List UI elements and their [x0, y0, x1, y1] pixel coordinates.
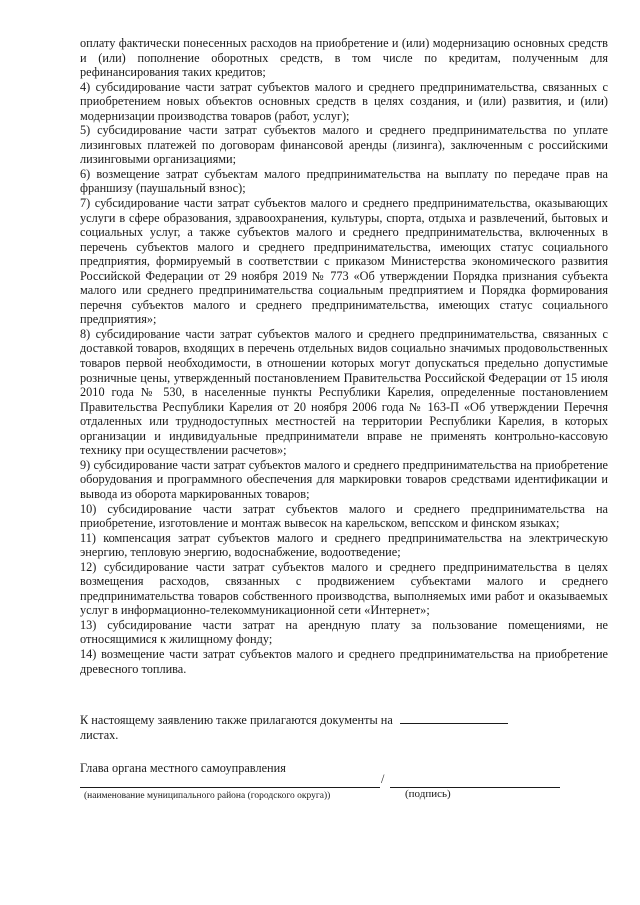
- paragraph-item-6: 6) возмещение затрат субъектам малого предпринимательства на выплату по передаче прав на франшизу (паушальный взнос);: [80, 166, 608, 196]
- paragraph-item-14: 14) возмещение части затрат субъектов малого и среднего предпринимательства на приобретение древесного топлива.: [80, 646, 608, 676]
- signature-separator: /: [381, 772, 385, 786]
- paragraph-item-10: 10) субсидирование части затрат субъектов малого и среднего предпринимательства на приобретение, изготовление и монтаж вывесок на карельском, вепсском и финском языках;: [80, 501, 608, 531]
- paragraph-item-9: 9) субсидирование части затрат субъектов малого и среднего предпринимательства на приобретение оборудования и программного обеспечения для маркировки товаров средствами идентификации и вывода из оборота маркированных товаров;: [80, 457, 608, 501]
- attachments-line: [80, 712, 608, 728]
- attachments-count-blank: [400, 712, 508, 724]
- municipality-name-line: [80, 786, 380, 788]
- attachments-text: К настоящему заявлению также прилагаются документы на: [80, 713, 393, 727]
- paragraph-item-7: 7) субсидирование части затрат субъектов малого и среднего предпринимательства, оказывающих услуги в сфере образования, здравоохранения, культуры, спорта, отдыха и развлечений, бытовых и социальных услуг, а также субъектов малого и среднего предпринимательства, включенных в перечень субъектов малого и среднего предпринимательства, имеющих статус социального предприятия, формируемый в соответствии с приказом Министерства экономического развития Российской Федерации от 29 ноября 2019 № 773 «Об утверждении Порядка признания субъекта малого или среднего предпринимательства социальным предприятием и Порядка формирования перечня субъектов малого и среднего предпринимательства, имеющих статус социального предприятия»;: [80, 196, 608, 327]
- paragraph-item-5: 5) субсидирование части затрат субъектов малого и среднего предпринимательства по уплате лизинговых платежей по договорам финансовой аренды (лизинга), заключенным с российскими лизинговыми организациями;: [80, 123, 608, 167]
- paragraph-item-8: 8) субсидирование части затрат субъектов малого и среднего предпринимательства, связанных с доставкой товаров, входящих в перечень отдельных видов социально значимых продовольственных товаров первой необходимости, в отношении которых могут допускаться предельно допустимые розничные цены, утвержденный постановлением Правительства Российской Федерации от 15 июля 2010 года № 530, в населенные пункты Республики Карелия, определенные постановлением Правительства Республики Карелия от 20 ноября 2006 года № 163-П «Об утверждении Перечня отдаленных или труднодоступных местностей на территории Республики Карелия, в которых организации и индивидуальные предприниматели вправе не применять контрольно-кассовую технику при осуществлении расчетов»;: [80, 326, 608, 458]
- signature-caption: (подпись): [405, 788, 451, 800]
- attachments-block: [80, 712, 608, 743]
- municipality-caption: (наименование муниципального района (городского округа)): [84, 791, 331, 801]
- document-body: [80, 36, 608, 676]
- paragraph-item-4: 4) субсидирование части затрат субъектов малого и среднего предпринимательства, связанных с приобретением новых объектов основных средств в целях создания, и (или) развития, и (или) модернизации производства товаров (работ, услуг);: [80, 79, 608, 123]
- paragraph-continuation: оплату фактически понесенных расходов на приобретение и (или) модернизацию основных средств и (или) пополнение оборотных средств, в том числе по кредитам, полученным для рефинансирования таких кредитов;: [80, 36, 608, 80]
- paragraph-item-13: 13) субсидирование части затрат на арендную плату за пользование помещениями, не относящимися к жилищному фонду;: [80, 617, 608, 647]
- head-label: Глава органа местного самоуправления: [80, 761, 286, 775]
- paragraph-item-11: 11) компенсация затрат субъектов малого и среднего предпринимательства на электрическую энергию, тепловую энергию, водоснабжение, водоотведение;: [80, 530, 608, 560]
- paragraph-item-12: 12) субсидирование части затрат субъектов малого и среднего предпринимательства в целях возмещения расходов, связанных с продвижением субъектами малого и среднего предпринимательства товаров собственного производства, выполняемых ими работ и оказываемых услуг в информационно-телекоммуникационной сети «Интернет»;: [80, 559, 608, 618]
- attachments-suffix: листах.: [80, 728, 119, 742]
